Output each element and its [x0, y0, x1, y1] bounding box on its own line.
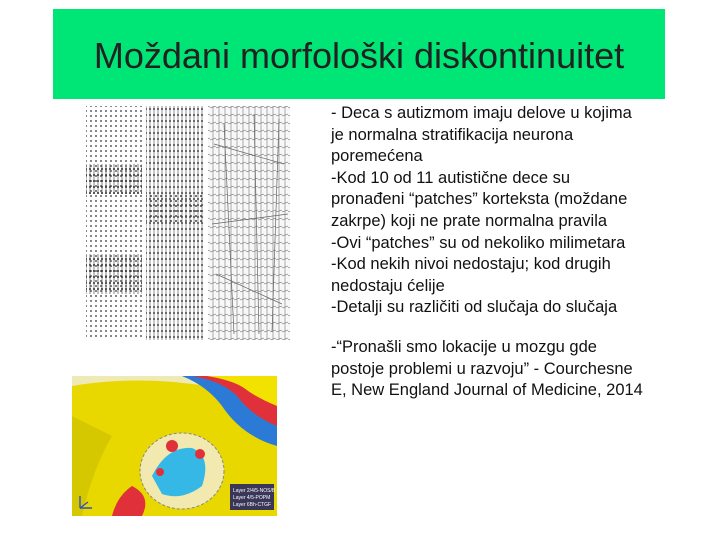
slide-title: Moždani morfološki diskontinuitet — [93, 35, 625, 76]
body-line: -Detalji su različiti od slučaja do slučaja — [331, 298, 618, 317]
body-line: -Kod 10 od 11 autistične dece su — [331, 168, 571, 187]
cortex-layers-illustration — [84, 104, 292, 342]
body-line: nedostaju ćelije — [331, 276, 445, 295]
body-line: poremećena — [331, 147, 423, 166]
brain-scan-image — [72, 376, 277, 516]
brain-scan-svg — [72, 376, 277, 516]
body-line: je normalna stratifikacija neurona — [331, 125, 574, 144]
body-line: -Kod nekih nivoi nedostaju; kod drugih — [331, 255, 611, 274]
title-bar — [53, 9, 665, 99]
quote-line: postoje problemi u razvoju” - Courchesne — [331, 359, 633, 378]
body-line: -Ovi “patches” su od nekoliko milimetara — [331, 233, 626, 252]
body-line: pronađeni “patches” korteksta (moždane — [331, 190, 628, 209]
legend-item-2: Layer 4/5-POPM — [233, 495, 271, 501]
body-line: zakrpe) koji ne prate normalna pravila — [331, 211, 608, 230]
quote-line: E, New England Journal of Medicine, 2014 — [331, 381, 643, 400]
legend-item-3: Layer 6Bh-CTGF — [233, 502, 272, 508]
legend-item-1: Layer 2/4/5-NOS/B — [233, 488, 276, 494]
slide-body — [331, 103, 691, 402]
quote-line: -“Pronašli smo lokacije u mozgu gde — [331, 337, 597, 356]
cortex-svg — [84, 104, 292, 342]
body-line: - Deca s autizmom imaju delove u kojima — [331, 104, 632, 122]
